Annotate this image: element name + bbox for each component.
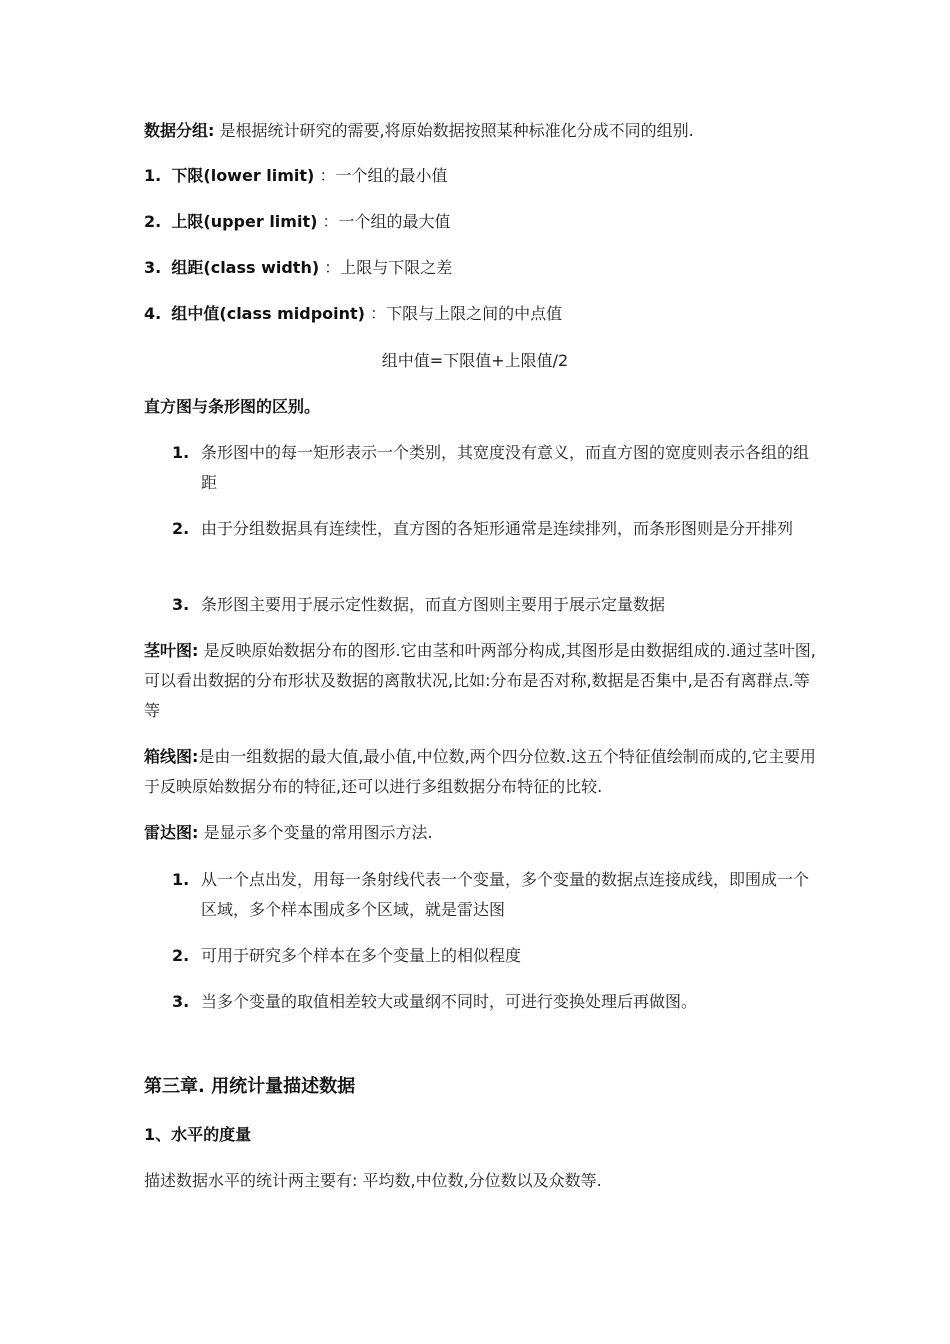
grouping-item-1 [144, 161, 816, 191]
section-text: 描述数据水平的统计两主要有: 平均数,中位数,分位数以及众数等. [144, 1171, 602, 1190]
grouping-item-3 [144, 253, 816, 283]
radar-term: 雷达图: [144, 823, 199, 842]
list-number: 4. [144, 304, 162, 323]
list-number: 2. [172, 519, 190, 538]
list-number: 3. [172, 992, 190, 1011]
histogram-heading: 直方图与条形图的区别。 [144, 397, 321, 416]
list-number: 3. [172, 595, 190, 614]
list-number: 2. [172, 946, 190, 965]
grouping-item-text: ：一个组的最大值 [322, 212, 451, 231]
list-item-text: 由于分组数据具有连续性，直方图的各矩形通常是连续排列，而条形图则是分开排列 [201, 519, 794, 538]
list-item-text: 条形图主要用于展示定性数据，而直方图则主要用于展示定量数据 [201, 595, 666, 614]
boxplot-definition [144, 742, 816, 802]
radar-item-3 [172, 987, 812, 1017]
stemleaf-term: 茎叶图: [144, 641, 199, 660]
stemleaf-text: 是反映原始数据分布的图形.它由茎和叶两部分构成,其图形是由数据组成的.通过茎叶图,可以看出数据的分布形状及数据的离散状况,比如:分布是否对称,数据是否集中,是否有离群点.等等 [144, 641, 816, 720]
grouping-item-4 [144, 299, 816, 329]
radar-item-2 [172, 941, 812, 971]
grouping-definition [144, 116, 816, 146]
chapter-title: 第三章. 用统计量描述数据 [144, 1076, 356, 1097]
histogram-item-3 [172, 590, 812, 620]
grouping-item-term: 组距(class width) [171, 258, 320, 277]
boxplot-term: 箱线图: [144, 747, 199, 766]
grouping-item-2 [144, 207, 816, 237]
radar-item-1 [172, 865, 812, 925]
grouping-text: 是根据统计研究的需要,将原始数据按照某种标准化分成不同的组别. [214, 121, 694, 140]
radar-text: 是显示多个变量的常用图示方法. [198, 823, 433, 842]
section-heading: 1、水平的度量 [144, 1125, 252, 1144]
list-number: 1. [144, 166, 162, 185]
grouping-item-term: 下限(lower limit) [171, 166, 315, 185]
grouping-item-term: 组中值(class midpoint) [171, 304, 365, 323]
list-number: 3. [144, 258, 162, 277]
grouping-item-term: 上限(upper limit) [171, 212, 318, 231]
grouping-item-text: ：下限与上限之间的中点值 [370, 304, 563, 323]
grouping-item-text: ：一个组的最小值 [319, 166, 448, 185]
list-item-text: 当多个变量的取值相差较大或量纲不同时，可进行变换处理后再做图。 [201, 992, 698, 1011]
list-number: 1. [172, 870, 190, 889]
list-item-text: 可用于研究多个样本在多个变量上的相似程度 [201, 946, 522, 965]
histogram-item-2 [172, 514, 812, 544]
list-item-text: 从一个点出发，用每一条射线代表一个变量，多个变量的数据点连接成线，即围成一个区域，多个样本围成多个区域，就是雷达图 [201, 870, 810, 919]
list-number: 2. [144, 212, 162, 231]
radar-definition [144, 818, 816, 848]
grouping-item-text: ：上限与下限之差 [324, 258, 453, 277]
midpoint-formula: 组中值=下限值+上限值/2 [381, 351, 569, 370]
boxplot-text: 是由一组数据的最大值,最小值,中位数,两个四分位数.这五个特征值绘制而成的,它主要用于反映原始数据分布的特征,还可以进行多组数据分布特征的比较. [144, 747, 816, 796]
stemleaf-definition [144, 636, 816, 726]
grouping-term: 数据分组: [144, 121, 215, 140]
list-item-text: 条形图中的每一矩形表示一个类别，其宽度没有意义，而直方图的宽度则表示各组的组距 [201, 443, 810, 492]
list-number: 1. [172, 443, 190, 462]
histogram-item-1 [172, 438, 812, 498]
